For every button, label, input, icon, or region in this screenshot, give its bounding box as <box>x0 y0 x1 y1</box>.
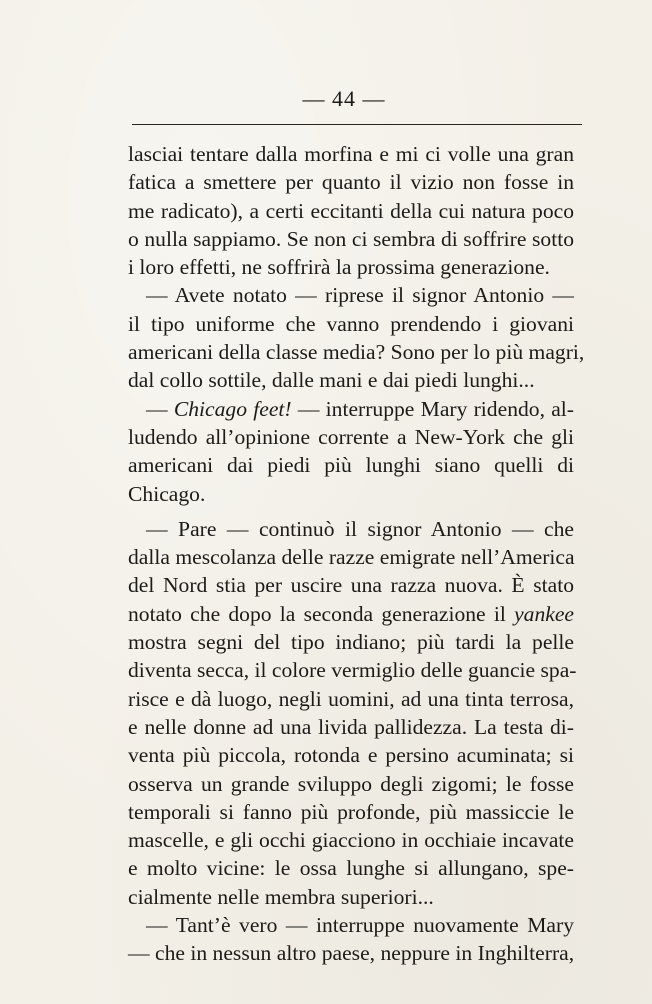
text-line: il tipo uniforme che vanno prendendo i giovani <box>128 311 574 336</box>
text-line: e nelle donne ad una livida pallidezza. La testa di- <box>128 714 574 739</box>
text-line <box>128 600 574 628</box>
text-line: americani dai piedi più lunghi siano quelli di <box>128 453 574 478</box>
text-line: fatica a smettere per quanto il vizio non fosse in <box>128 170 574 195</box>
text-line: dalla mescolanza delle razze emigrate nell’America <box>128 545 575 570</box>
text-line: venta più piccola, rotonda e persino acuminata; si <box>128 743 574 768</box>
text-line: osserva un grande sviluppo degli zigomi; le fosse <box>128 771 574 796</box>
text-line: temporali si fanno più profonde, più massiccie le <box>128 799 574 824</box>
text-line: o nulla sappiamo. Se non ci sembra di soffrire sotto <box>128 226 574 251</box>
text-line: — Avete notato — riprese il signor Antonio — <box>146 283 574 308</box>
text-line: dal collo sottile, dalle mani e dai piedi lunghi... <box>128 368 535 393</box>
text-line: mostra segni del tipo indiano; più tardi la pelle <box>128 630 574 655</box>
text-line: del Nord stia per uscire una razza nuova. È stato <box>128 573 574 598</box>
line-rest: — interruppe Mary ridendo, al- <box>291 396 574 421</box>
text-line: — Tant’è vero — interruppe nuovamente Mary <box>146 913 574 938</box>
page-number: — 44 — <box>302 86 386 111</box>
text-line: americani della classe media? Sono per lo più magri, <box>128 340 585 365</box>
text-line: me radicato), a certi eccitanti della cui natura poco <box>128 198 574 223</box>
text-line: lasciai tentare dalla morfina e mi ci volle una gran <box>128 142 574 166</box>
text-line: cialmente nelle membra superiori... <box>128 884 434 909</box>
header-rule <box>132 124 582 125</box>
body-text <box>128 140 585 968</box>
italic-phrase: Chicago feet! <box>173 396 292 421</box>
text-line <box>128 395 574 423</box>
text-line: diventa secca, il colore vermiglio delle guancie spa- <box>128 658 577 683</box>
text-line: i loro effetti, ne soffrirà la prossima generazione. <box>128 255 550 280</box>
dialogue-dash: — <box>146 396 174 421</box>
text-line: Chicago. <box>128 481 206 506</box>
text-line: e molto vicine: le ossa lunghe si allungano, spe- <box>128 856 574 881</box>
line-start: notato che dopo la seconda generazione il <box>128 601 515 626</box>
text-line: ludendo all’opinione corrente a New-York che gli <box>128 424 574 449</box>
text-line: — Pare — continuò il signor Antonio — che <box>146 516 574 541</box>
text-line: — che in nessun altro paese, neppure in Inghilterra, <box>128 941 575 966</box>
text-line: risce e dà luogo, negli uomini, ad una tinta terrosa, <box>128 686 574 711</box>
text-line: mascelle, e gli occhi giacciono in occhiaie incavate <box>128 828 574 853</box>
italic-word: yankee <box>514 601 574 626</box>
